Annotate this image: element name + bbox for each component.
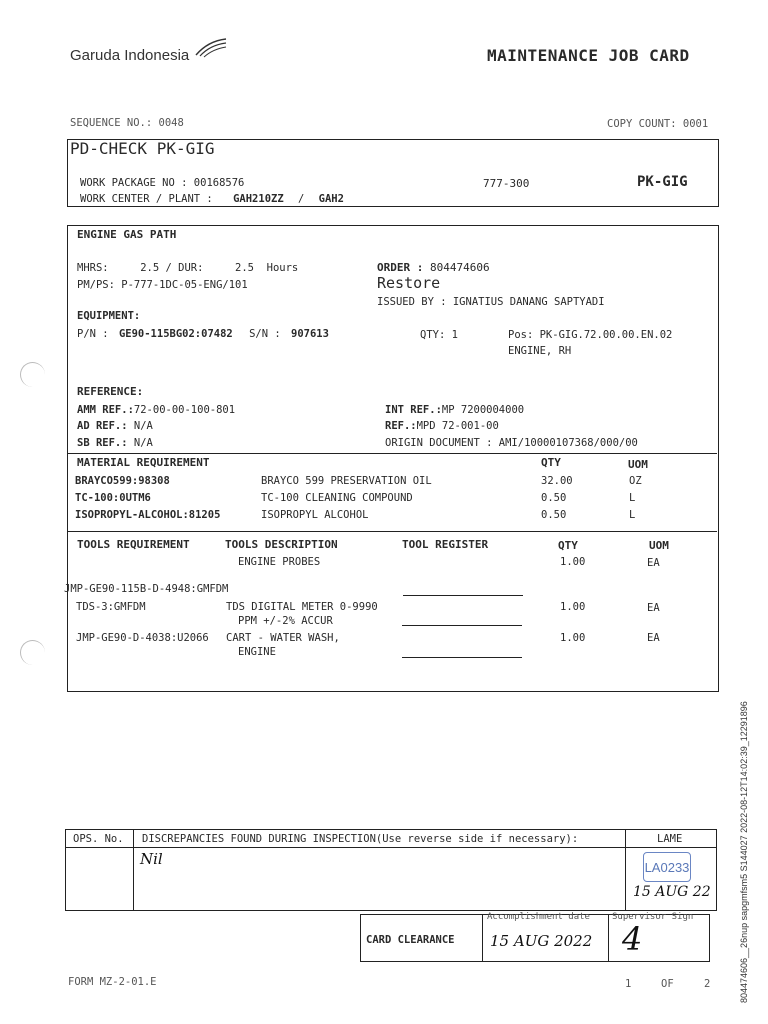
page-of: OF (661, 978, 674, 990)
manhours-line: MHRS: 2.5 / DUR: 2.5 Hours (77, 262, 299, 274)
job-title: PD-CHECK PK-GIG (70, 139, 215, 158)
material-qty: 0.50 (541, 492, 567, 504)
amm-value: 72-00-00-100-801 (133, 404, 236, 416)
tool-register-line (402, 657, 522, 658)
work-center (80, 193, 344, 205)
aircraft-registration: PK-GIG (637, 174, 688, 190)
sequence-value: 0048 (158, 117, 184, 129)
material-code: TC-100:0UTM6 (75, 492, 151, 504)
origin-document: ORIGIN DOCUMENT : AMI/10000107368/000/00 (385, 437, 638, 449)
reference-heading: REFERENCE: (77, 385, 144, 398)
logo-text: Garuda Indonesia (70, 47, 190, 64)
order-label: ORDER : (377, 261, 424, 274)
plant-value: GAH2 (318, 193, 344, 205)
tools-heading: TOOLS REQUIREMENT (77, 538, 190, 551)
mpd-reference (385, 420, 499, 432)
material-code: BRAYCO599:98308 (75, 475, 170, 487)
materials-qty-header: QTY (541, 456, 561, 469)
ops-column-line (133, 829, 134, 911)
sb-reference (77, 437, 153, 449)
tools-divider (67, 531, 717, 532)
work-package-value: 00168576 (193, 177, 245, 189)
int-value: MP 7200004000 (441, 404, 525, 416)
inspector-stamp: LA0233 (643, 852, 691, 882)
material-qty: 0.50 (541, 509, 567, 521)
work-package-label: WORK PACKAGE NO : (80, 177, 188, 189)
accomplishment-date-header: Accomplishment date (487, 912, 590, 922)
discrepancy-header: DISCREPANCIES FOUND DURING INSPECTION(Use reverse side if necessary): (142, 833, 579, 845)
discrepancy-handwritten: Nil (140, 850, 163, 868)
tool-qty: 1.00 (560, 632, 586, 644)
tool-uom: EA (647, 632, 660, 644)
int-reference (385, 404, 524, 416)
tool-register-header: TOOL REGISTER (402, 538, 489, 551)
order-number (377, 261, 490, 274)
tool-description: ENGINE PROBES (238, 556, 321, 568)
tool-description-cont: PPM +/-2% ACCUR (238, 615, 333, 627)
tool-code: JMP-GE90-D-4038:U2066 (76, 632, 209, 644)
punch-hole-mark (20, 362, 45, 387)
material-description: TC-100 CLEANING COMPOUND (261, 492, 413, 504)
int-label: INT REF.: (385, 404, 442, 416)
side-print-text: 804474606__26nup sapgmfsm5 S144027 2022-08-12T14:02:39_12291896 (739, 701, 749, 1003)
lame-header: LAME (657, 833, 683, 845)
material-uom: L (629, 492, 636, 504)
material-uom: OZ (629, 475, 642, 487)
materials-heading: MATERIAL REQUIREMENT (77, 456, 210, 469)
tool-description: CART - WATER WASH, (226, 632, 340, 644)
sn-label: S/N : (249, 328, 281, 340)
card-clearance-label: CARD CLEARANCE (366, 934, 455, 946)
tools-qty-header: QTY (558, 539, 578, 552)
task-heading: ENGINE GAS PATH (77, 228, 177, 241)
lame-date-handwritten: 15 AUG 22 (633, 884, 711, 900)
page-title: MAINTENANCE JOB CARD (487, 46, 690, 65)
part-number (77, 328, 329, 340)
tool-description: TDS DIGITAL METER 0-9990 (226, 601, 378, 613)
task-action: Restore (377, 274, 441, 292)
equipment-heading: EQUIPMENT: (77, 310, 141, 322)
material-qty: 32.00 (541, 475, 573, 487)
tools-uom-header: UOM (649, 539, 669, 552)
materials-uom-header: UOM (628, 458, 648, 471)
supervisor-sign-header: Supervisor Sign (612, 912, 694, 922)
copy-label: COPY COUNT: (607, 118, 677, 130)
tool-uom: EA (647, 602, 660, 614)
page-current: 1 (625, 978, 632, 990)
ref-value: MPD 72-001-00 (416, 420, 499, 432)
work-package (80, 177, 244, 189)
order-value: 804474606 (429, 261, 490, 274)
amm-reference (77, 404, 235, 416)
pmps-line: PM/PS: P-777-1DC-05-ENG/101 (77, 279, 248, 291)
sb-value: N/A (133, 437, 153, 449)
tool-qty: 1.00 (560, 556, 586, 568)
tool-code: JMP-GE90-115B-D-4948:GMFDM (64, 583, 229, 595)
garuda-bird-icon (194, 37, 228, 59)
supervisor-signature: 4 (622, 920, 643, 958)
sequence-label: SEQUENCE NO.: (70, 117, 153, 129)
materials-divider (67, 453, 717, 454)
tool-qty: 1.00 (560, 601, 586, 613)
issued-by: ISSUED BY : IGNATIUS DANANG SAPTYADI (377, 296, 605, 308)
sequence-number (70, 117, 184, 129)
sn-value: 907613 (291, 328, 329, 340)
ops-header: OPS. No. (73, 833, 124, 845)
tool-register-line (402, 625, 522, 626)
ad-reference (77, 420, 153, 432)
company-logo (70, 47, 189, 71)
tool-uom: EA (647, 557, 660, 569)
clearance-date-line (608, 914, 609, 962)
ad-value: N/A (133, 420, 153, 432)
copy-count (607, 118, 708, 130)
material-code: ISOPROPYL-ALCOHOL:81205 (75, 509, 221, 521)
material-description: BRAYCO 599 PRESERVATION OIL (261, 475, 432, 487)
clearance-label-line (482, 914, 483, 962)
punch-hole-mark (20, 640, 45, 665)
form-number: FORM MZ-2-01.E (68, 976, 157, 988)
material-uom: L (629, 509, 636, 521)
tools-description-header: TOOLS DESCRIPTION (225, 538, 338, 551)
sb-label: SB REF.: (77, 437, 128, 449)
work-center-label: WORK CENTER / PLANT : (80, 193, 213, 205)
accomplishment-date-value: 15 AUG 2022 (490, 932, 593, 950)
page-total: 2 (704, 978, 711, 990)
tool-register-line (403, 595, 523, 596)
equipment-qty: QTY: 1 (420, 329, 458, 341)
work-center-value: GAH210ZZ (233, 193, 284, 205)
tool-code: TDS-3:GMFDM (76, 601, 146, 613)
ref-label: REF.: (385, 420, 417, 432)
copy-value: 0001 (682, 118, 709, 130)
material-description: ISOPROPYL ALCOHOL (261, 509, 369, 521)
plant-separator: / (298, 193, 305, 205)
position-line2: ENGINE, RH (508, 345, 572, 357)
pn-label: P/N : (77, 328, 109, 340)
amm-label: AMM REF.: (77, 404, 134, 416)
ad-label: AD REF.: (77, 420, 128, 432)
lame-column-line (625, 829, 626, 911)
tool-description-cont: ENGINE (238, 646, 276, 658)
aircraft-type: 777-300 (483, 177, 530, 190)
discrepancy-header-line (65, 847, 717, 848)
position-line1: Pos: PK-GIG.72.00.00.EN.02 (508, 329, 673, 341)
pn-value: GE90-115BG02:07482 (118, 328, 233, 340)
